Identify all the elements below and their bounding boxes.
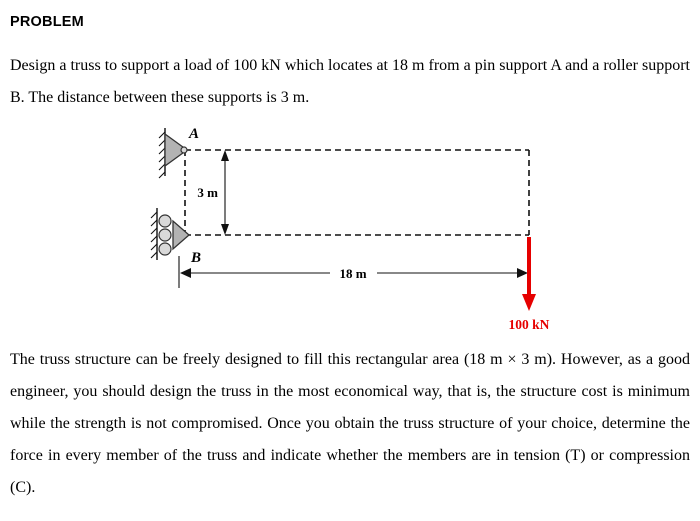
pin-support-a [159, 126, 199, 178]
label-support-b: B [191, 250, 202, 266]
label-span-dimension: 18 m [339, 266, 367, 281]
dim-arrow-right [517, 268, 528, 278]
roller-wheel [159, 243, 171, 255]
design-instructions: The truss structure can be freely designed to fill this rectangular area (18 m × 3 m). However, as a good engineer, you should design the truss in the most economical way, that is, the structure cost is minimum while the strength is not compromised. Once you obtain the truss structure of your choice, determine the force in every member of the truss and indicate whether the members are in tension (T) or compression (C). [10, 351, 690, 496]
label-support-a: A [189, 126, 200, 142]
dim-arrow-left [180, 268, 191, 278]
dim-arrow-down [221, 224, 229, 235]
height-dimension [197, 150, 229, 235]
label-height-dimension: 3 m [197, 185, 218, 200]
design-area-outline [185, 150, 529, 235]
truss-diagram [125, 118, 585, 336]
page-title: PROBLEM [10, 14, 84, 30]
label-load: 100 kN [508, 317, 550, 332]
roller-triangle [173, 221, 189, 249]
load-arrow-head [522, 294, 536, 311]
load-arrow [509, 237, 550, 332]
pin-node-a [181, 147, 187, 153]
truss-diagram-figure [125, 118, 585, 336]
problem-document [10, 14, 690, 504]
span-dimension [179, 256, 528, 288]
problem-statement: Design a truss to support a load of 100 kN which locates at 18 m from a pin support A and a roller support B. The distance between these supports is 3 m. [10, 57, 690, 106]
wall-hatch-b [151, 212, 157, 258]
roller-support-b [151, 208, 201, 266]
wall-hatch-a [159, 132, 165, 178]
roller-wheel [159, 215, 171, 227]
roller-wheel [159, 229, 171, 241]
dim-arrow-up [221, 150, 229, 161]
